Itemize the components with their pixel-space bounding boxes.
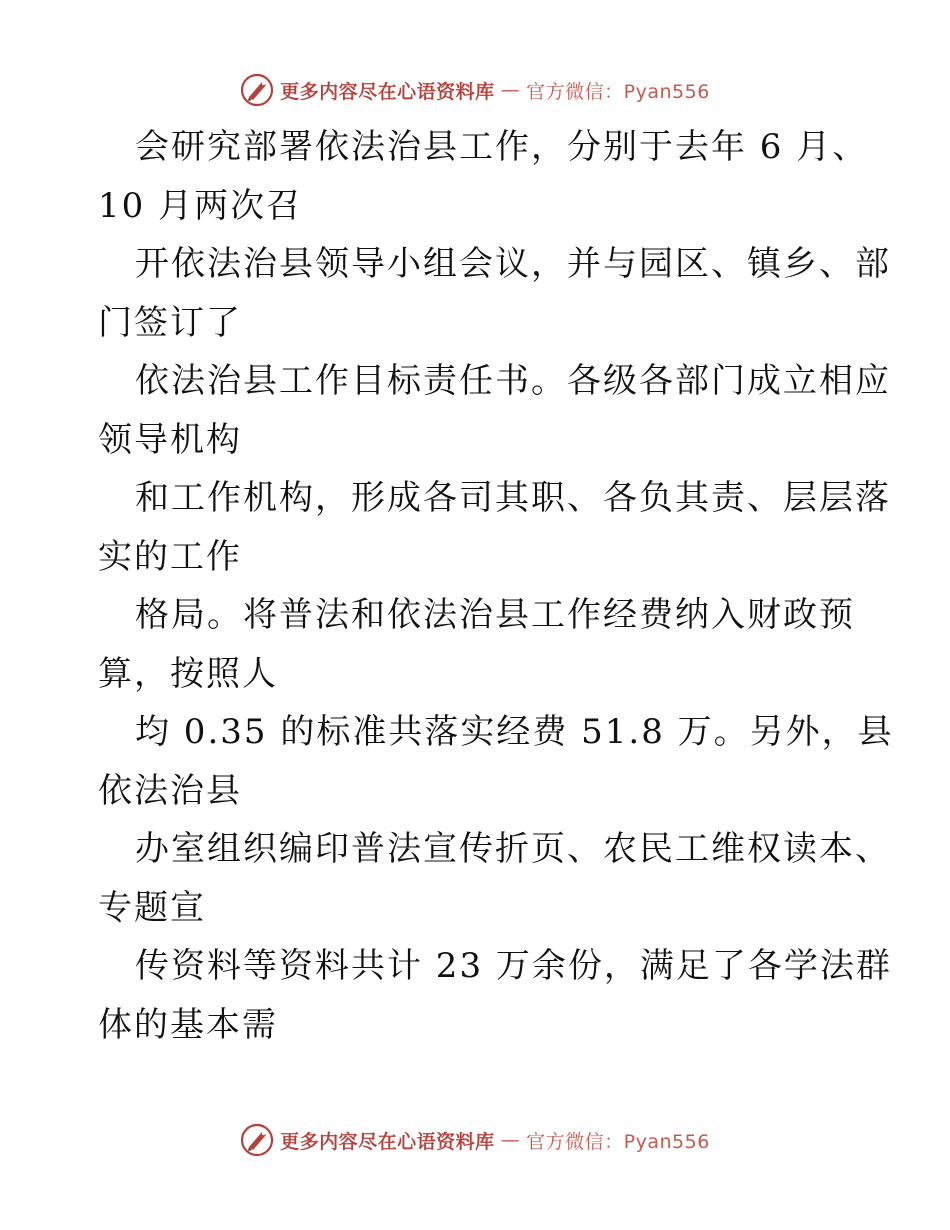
pen-logo-icon — [240, 1123, 274, 1157]
watermark-separator: — — [500, 79, 521, 101]
text-line: 10 月两次召 — [98, 185, 303, 226]
watermark-wechat-text: 官方微信：Pyan556 — [526, 1130, 710, 1153]
text-line: 领导机构 — [98, 419, 242, 460]
text-line: 办室组织编印普法宣传折页、农民工维权读本、 — [135, 829, 891, 869]
watermark-separator: — — [500, 1129, 521, 1151]
watermark-main-text: 更多内容尽在心语资料库 — [280, 1130, 495, 1153]
text-line: 会研究部署依法治县工作，分别于去年 6 月、 — [135, 127, 869, 167]
text-line: 依法治县工作目标责任书。各级各部门成立相应 — [135, 361, 891, 401]
text-line: 开依法治县领导小组会议，并与园区、镇乡、部 — [135, 244, 891, 284]
text-line: 算，按照人 — [98, 653, 278, 694]
text-line: 传资料等资料共计 23 万余份，满足了各学法群 — [135, 946, 892, 986]
watermark-wechat-text: 官方微信：Pyan556 — [526, 80, 710, 103]
text-line: 门签订了 — [98, 302, 242, 343]
watermark-main-text: 更多内容尽在心语资料库 — [280, 80, 495, 103]
text-line: 实的工作 — [98, 536, 242, 577]
text-line: 格局。将普法和依法治县工作经费纳入财政预 — [135, 595, 855, 635]
header-watermark — [0, 70, 950, 110]
footer-watermark — [0, 1120, 950, 1160]
text-line: 和工作机构，形成各司其职、各负其责、层层落 — [135, 478, 891, 518]
text-line: 依法治县 — [98, 770, 242, 811]
document-body — [98, 118, 894, 1054]
text-line: 专题宣 — [98, 887, 206, 928]
text-line: 均 0.35 的标准共落实经费 51.8 万。另外，县 — [135, 712, 894, 752]
text-line: 体的基本需 — [98, 1004, 278, 1045]
pen-logo-icon — [240, 73, 274, 107]
